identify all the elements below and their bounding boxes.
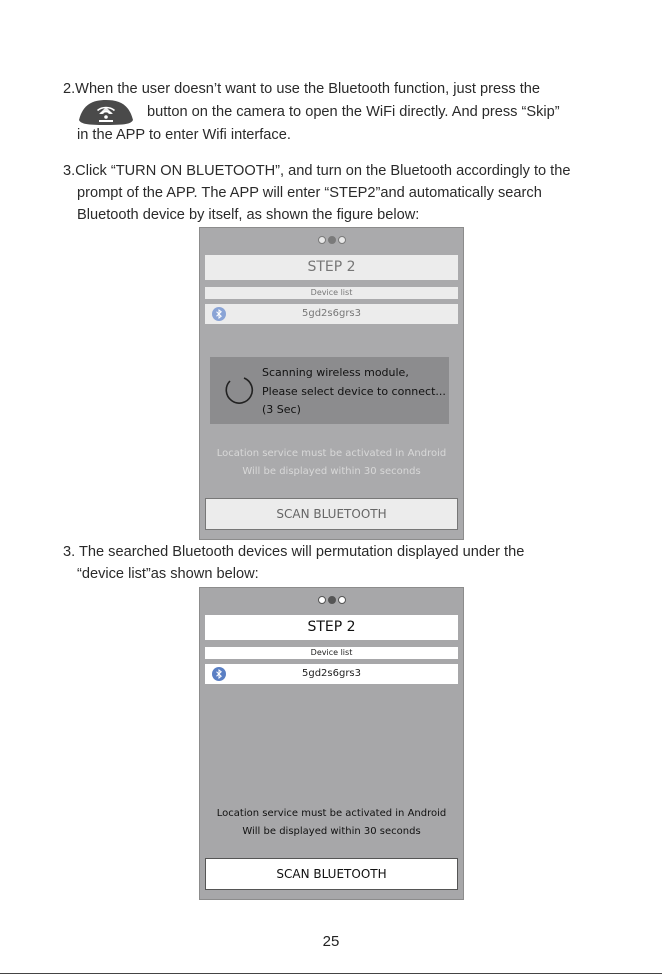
scan-bluetooth-button[interactable]: SCAN BLUETOOTH	[205, 858, 458, 890]
paragraph-line: 2.When the user doesn’t want to use the Bluetooth function, just press the	[63, 81, 541, 97]
notice-line: Will be displayed within 30 seconds	[242, 825, 421, 837]
notice-line: Location service must be activated in Android	[216, 448, 447, 459]
location-notice	[200, 805, 463, 840]
paragraph-line: Bluetooth device by itself, as shown the figure below:	[77, 207, 420, 223]
step-title: STEP 2	[205, 255, 458, 280]
scanning-line: Scanning wireless module,	[262, 366, 409, 379]
scanning-dialog	[210, 357, 449, 424]
instruction-paragraph-turn-on-bluetooth	[63, 160, 570, 226]
scan-bluetooth-button[interactable]: SCAN BLUETOOTH	[205, 498, 458, 530]
step-title: STEP 2	[205, 615, 458, 640]
step-dot-active	[328, 236, 336, 244]
notice-line: Location service must be activated in Android	[216, 808, 447, 819]
step-dot	[338, 596, 346, 604]
spinner-icon	[222, 373, 254, 405]
step-dot	[318, 596, 326, 604]
app-screen-device-list	[199, 587, 464, 900]
instruction-paragraph-device-list	[63, 541, 524, 585]
paragraph-line: button on the camera to open the WiFi directly. And press “Skip”	[147, 104, 560, 120]
step-dot	[318, 236, 326, 244]
device-list-item[interactable]	[205, 304, 458, 324]
paragraph-line: “device list”as shown below:	[77, 566, 259, 582]
page-number: 25	[322, 933, 340, 950]
step-indicator	[200, 236, 463, 248]
step-indicator	[200, 596, 463, 608]
scanning-message	[262, 364, 446, 420]
scanning-line: (3 Sec)	[262, 403, 301, 416]
device-name: 5gd2s6grs3	[301, 308, 362, 319]
notice-line: Will be displayed within 30 seconds	[242, 465, 421, 477]
paragraph-line: in the APP to enter Wifi interface.	[77, 127, 291, 143]
device-list-header: Device list	[205, 287, 458, 299]
scanning-line: Please select device to connect...	[262, 384, 446, 398]
paragraph-line: prompt of the APP. The APP will enter “STEP2”and automatically search	[77, 185, 542, 201]
step-dot	[338, 236, 346, 244]
device-list-item[interactable]	[205, 664, 458, 684]
step-dot-active	[328, 596, 336, 604]
paragraph-line: 3. The searched Bluetooth devices will permutation displayed under the	[63, 544, 525, 560]
device-name: 5gd2s6grs3	[301, 668, 362, 679]
paragraph-line-with-button	[63, 100, 560, 124]
footer-divider	[0, 973, 662, 974]
app-screen-scanning	[199, 227, 464, 540]
instruction-paragraph-skip-bluetooth	[63, 78, 560, 146]
location-notice	[200, 445, 463, 480]
device-list-header: Device list	[205, 647, 458, 659]
paragraph-line: 3.Click “TURN ON BLUETOOTH”, and turn on the Bluetooth accordingly to the	[63, 163, 571, 179]
wifi-icon	[75, 98, 137, 126]
